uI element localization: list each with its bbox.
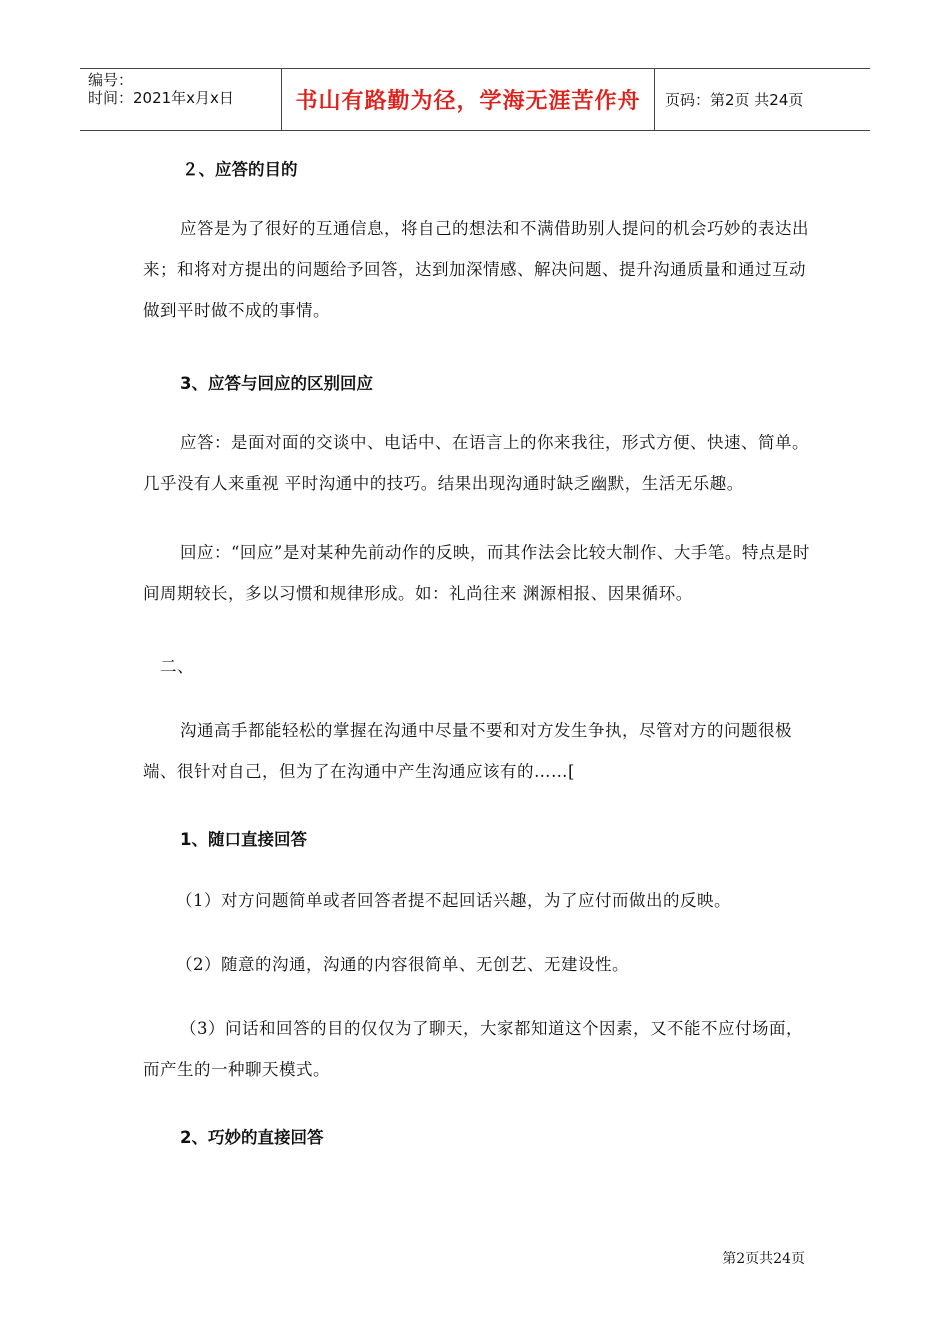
time-label: 时间：2021年x月x日 [88, 89, 234, 107]
heading-purpose: ２、应答的目的 [182, 160, 298, 179]
paragraph-masters: 沟通高手都能轻松的掌握在沟通中尽量不要和对方发生争执，尽管对方的问题很极端、很针对自己，但为了在沟通中产生沟通应该有的……[ [143, 721, 792, 781]
section-two-label: 二、 [160, 657, 194, 676]
list-item-2: （2）随意的沟通，沟通的内容很简单、无创艺、无建设性。 [176, 955, 629, 974]
paragraph-answer: 应答：是面对面的交谈中、电话中、在语言上的你来我往，形式方便、快速、简单。几乎没有人来重视 平时沟通中的技巧。结果出现沟通时缺乏幽默，生活无乐趣。 [143, 433, 809, 493]
heading-clever-answer: 2、巧妙的直接回答 [180, 1128, 324, 1147]
heading-difference: 3、应答与回应的区别回应 [180, 374, 373, 393]
list-item-1: （1）对方问题简单或者回答者提不起回话兴趣，为了应付而做出的反映。 [176, 891, 731, 910]
header-meta [80, 69, 281, 130]
page-footer: 第2页共24页 [722, 1251, 805, 1267]
list-item-3: （3）问话和回答的目的仅仅为了聊天，大家都知道这个因素，又不能不应付场面，而产生的一种聊天模式。 [143, 1019, 803, 1079]
heading-direct-answer: 1、随口直接回答 [180, 830, 307, 849]
header-page-cell [655, 69, 870, 130]
header-motto-cell [281, 69, 655, 130]
motto: 书山有路勤为径，学海无涯苦作舟 [295, 89, 641, 114]
page-header [80, 68, 870, 131]
paragraph-purpose: 应答是为了很好的互通信息，将自己的想法和不满借助别人提问的机会巧妙的表达出来；和将对方提出的问题给予回答，达到加深情感、解决问题、提升沟通质量和通过互动做到平时做不成的事情。 [143, 219, 809, 320]
paragraph-response: 回应：“回应”是对某种先前动作的反映，而其作法会比较大制作、大手笔。特点是时间周期较长，多以习惯和规律形成。如：礼尚往来 渊源相报、因果循环。 [143, 543, 810, 603]
code-label: 编号： [88, 71, 134, 89]
page-label: 页码：第2页 共24页 [665, 91, 804, 109]
